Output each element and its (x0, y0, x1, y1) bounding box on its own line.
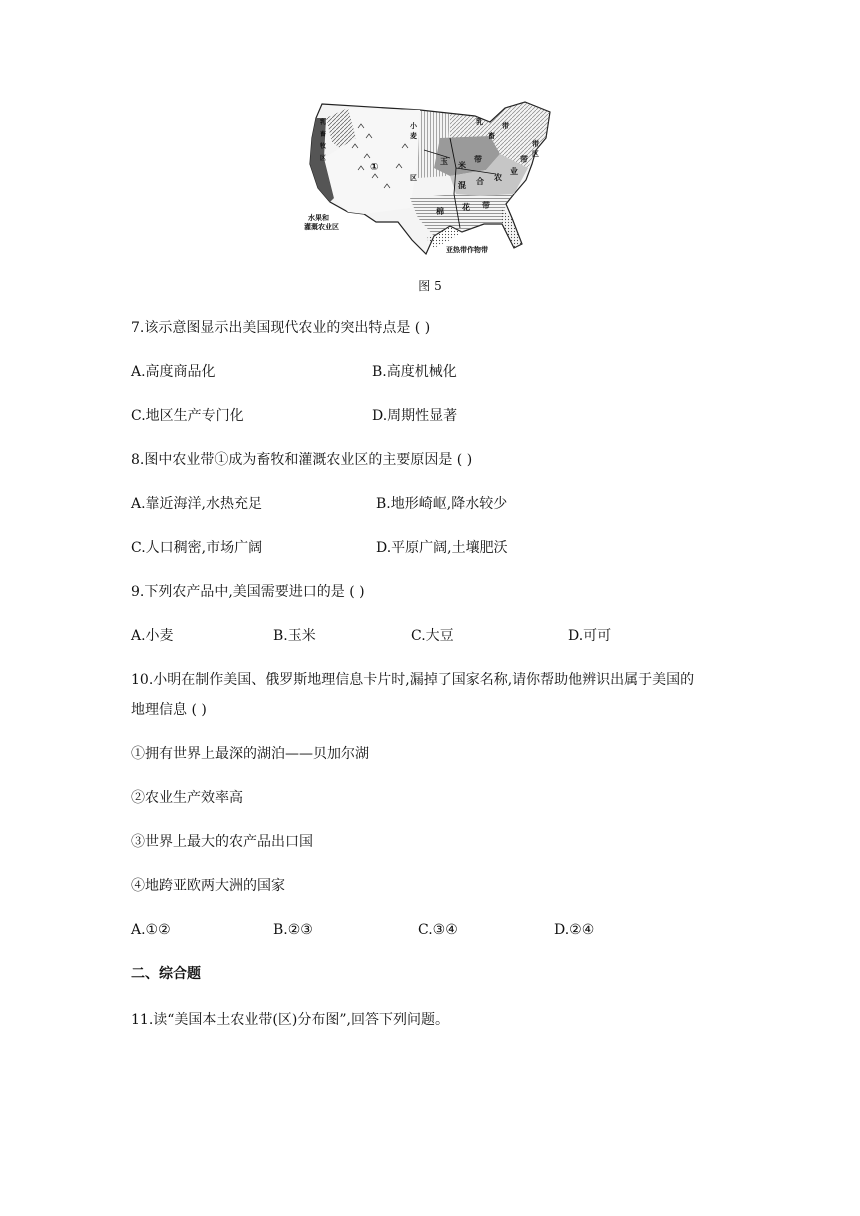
map-label-text: 棉 (436, 207, 444, 216)
question-10-option-d[interactable]: D.②④ (554, 922, 595, 938)
map-label-text: 农 (494, 173, 502, 182)
question-10-stem-line1: 10.小明在制作美国、俄罗斯地理信息卡片时,漏掉了国家名称,请你帮助他辨识出属于美国的 (131, 672, 695, 688)
question-7-option-c[interactable]: C.地区生产专门化 (131, 408, 244, 424)
map-label-text: 水果和 (308, 214, 329, 222)
map-label-text: 带 (474, 155, 482, 164)
question-9-option-a[interactable]: A.小麦 (131, 628, 174, 644)
map-label-text: 小 (410, 122, 417, 130)
question-10-statement-4: ④地跨亚欧两大洲的国家 (131, 878, 285, 894)
question-10-option-a[interactable]: A.①② (131, 922, 171, 938)
map-label-text: 乳 (320, 119, 327, 126)
map-label-text: 花 (462, 203, 470, 212)
map-label-text: 玉 (440, 157, 448, 166)
question-10-statement-1: ①拥有世界上最深的湖泊——贝加尔湖 (131, 746, 369, 762)
map-label-text: 业 (510, 167, 518, 176)
question-10-option-b[interactable]: B.②③ (273, 922, 313, 938)
question-10-statement-2: ②农业生产效率高 (131, 790, 243, 806)
map-label-text: 区 (532, 150, 539, 158)
question-8-option-b[interactable]: B.地形崎岖,降水较少 (376, 496, 508, 512)
map-label-text: 牧 (320, 143, 327, 150)
map-label-text: 区 (410, 174, 417, 182)
map-label-text: 带 (482, 201, 490, 210)
question-7-option-d[interactable]: D.周期性显著 (372, 408, 458, 424)
question-9-option-b[interactable]: B.玉米 (273, 628, 316, 644)
question-7-option-b[interactable]: B.高度机械化 (372, 364, 457, 380)
map-label-text: 畜 (488, 132, 495, 140)
question-9-stem: 9.下列农产品中,美国需要进口的是 ( ) (131, 584, 365, 600)
question-8-option-c[interactable]: C.人口稠密,市场广阔 (131, 540, 263, 556)
map-label-text: 灌溉农业区 (304, 223, 339, 231)
map-label-text: 带 (532, 140, 539, 148)
question-10-stem-line2: 地理信息 ( ) (131, 702, 207, 718)
subtropical-zone (502, 208, 522, 248)
question-8-option-d[interactable]: D.平原广阔,土壤肥沃 (376, 540, 508, 556)
zone-1-label: ① (370, 162, 379, 173)
map-label-text: 带 (502, 122, 509, 130)
question-8-option-a[interactable]: A.靠近海洋,水热充足 (131, 496, 263, 512)
map-label-text: 乳 (476, 118, 483, 126)
question-11-stem: 11.读“美国本土农业带(区)分布图”,回答下列问题。 (131, 1012, 449, 1028)
section-2-title: 二、综合题 (131, 966, 201, 982)
question-7-option-a[interactable]: A.高度商品化 (131, 364, 216, 380)
question-10-option-c[interactable]: C.③④ (418, 922, 458, 938)
map-label-text: 带 (520, 155, 528, 164)
map-label-text: 米 (458, 161, 466, 170)
map-label-text: 合 (476, 177, 484, 186)
map-label-text: 畜 (320, 131, 327, 138)
map-label-text: 亚热带作物带 (446, 246, 488, 254)
question-9-option-c[interactable]: C.大豆 (411, 628, 454, 644)
question-8-stem: 8.图中农业带①成为畜牧和灌溉农业区的主要原因是 ( ) (131, 452, 473, 468)
map-label-text: 区 (320, 155, 327, 162)
map-label-text: 麦 (410, 132, 417, 140)
us-map-svg (300, 98, 558, 258)
question-10-statement-3: ③世界上最大的农产品出口国 (131, 834, 313, 850)
question-9-option-d[interactable]: D.可可 (568, 628, 612, 644)
question-7-stem: 7.该示意图显示出美国现代农业的突出特点是 ( ) (131, 320, 431, 336)
map-label-text: 混 (458, 181, 466, 190)
us-agriculture-map (300, 98, 558, 258)
figure-caption: 图 5 (418, 279, 442, 293)
